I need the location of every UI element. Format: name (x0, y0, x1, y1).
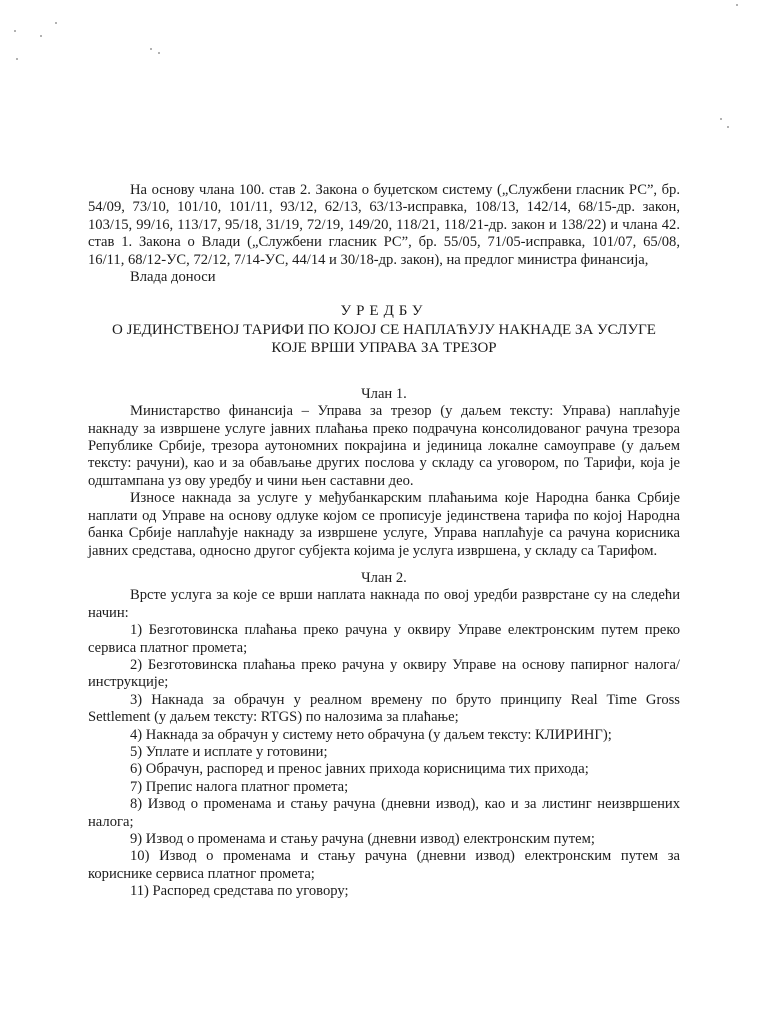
list-item: 8) Извод о променама и стању рачуна (дневни извод), као и за листинг неизвршених налога; (88, 796, 680, 830)
scan-speck (14, 30, 16, 32)
scan-speck (158, 52, 160, 54)
list-item: 4) Накнада за обрачун у систему нето обрачуна (у даљем тексту: КЛИРИНГ); (130, 726, 612, 743)
government-enacts-line: Влада доноси (130, 269, 216, 286)
list-item: 11) Распоред средстава по уговору; (130, 883, 349, 900)
scan-speck (16, 58, 18, 60)
article-1-heading: Члан 1. (361, 385, 407, 402)
scan-speck (720, 118, 722, 120)
decree-title: УРЕДБУ (340, 303, 428, 320)
document-page (88, 182, 680, 901)
list-item: 2) Безготовинска плаћања преко рачуна у оквиру Управе на основу папирног налога/инструкције; (88, 656, 680, 691)
decree-subtitle-line-1: О ЈЕДИНСТВЕНОЈ ТАРИФИ ПО КОЈОЈ СЕ НАПЛАЋУЈУ НАКНАДЕ ЗА УСЛУГЕ (112, 321, 656, 338)
list-item: 5) Уплате и исплате у готовини; (130, 743, 328, 760)
preamble-paragraph: На основу члана 100. став 2. Закона о буџетском систему („Службени гласник РС”, бр. 54/09, 73/10, 101/10, 101/11, 93/12, 62/13, 63/13-исправка, 108/13, 142/14, 68/15-др. закон, 103/15, 99/16, 113/17, 95/18, 31/19, 72/19, 149/20, 118/21, 118/21-др. закон и 138/22) и члана 42. став 1. Закона о Влади („Службени гласник РС”, бр. 55/05, 71/05-исправка, 101/07, 65/08, 16/11, 68/12-УС, 72/12, 7/14-УС, 44/14 и 30/18-др. закон), на предлог министра финансија, (88, 182, 680, 268)
list-item: 9) Извод о променама и стању рачуна (дневни извод) електронским путем; (130, 831, 595, 847)
decree-subtitle-line-2: КОЈЕ ВРШИ УПРАВА ЗА ТРЕЗОР (271, 339, 497, 356)
scan-speck (150, 48, 152, 50)
article-1-paragraph-2: Износе накнада за услуге у међубанкарским плаћањима које Народна банка Србије наплати од Управе на основу одлуке којом се прописује јединствена тарифа по којој Народна банка Србије наплаћује накнаду за извршене услуге, Управа наплаћује са рачуна корисника јавних средстава, односно другог субјекта којима је услуга извршена, у складу са Тарифом. (88, 490, 680, 559)
scan-speck (55, 22, 57, 24)
service-types-list (88, 622, 680, 901)
list-item: 1) Безготовинска плаћања преко рачуна у оквиру Управе електронским путем преко сервиса платног промета; (88, 622, 680, 656)
decree-title-block (88, 303, 680, 356)
article-2-intro: Врсте услуга за које се врши наплата накнада по овој уредби разврстане су на следећи начин: (88, 587, 680, 621)
list-item: 7) Препис налога платног промета; (130, 778, 349, 795)
scan-speck (727, 126, 729, 128)
scan-speck (40, 35, 42, 37)
list-item: 3) Накнада за обрачун у реалном времену по бруто принципу Real Time Gross Settlement (у даљем тексту: RTGS) по налозима за плаћање; (88, 691, 680, 726)
list-item: 10) Извод о променама и стању рачуна (дневни извод) електронским путем за кориснике сервиса платног промета; (88, 848, 680, 882)
list-item: 6) Обрачун, распоред и пренос јавних прихода корисницима тих прихода; (130, 761, 589, 778)
article-2-heading: Члан 2. (361, 569, 407, 586)
scan-speck (736, 4, 738, 6)
article-1-paragraph-1: Министарство финансија – Управа за трезор (у даљем тексту: Управа) наплаћује накнаду за извршене услуге јавних плаћања преко подрачуна консолидованог рачуна трезора Републике Србије, трезора аутономних покрајина и јединица локалне самоуправе (у даљем тексту: рачуни), као и за обављање других послова у складу са уговором, по Тарифи, која је одштампана уз ову уредбу и чини њен саставни део. (88, 403, 680, 489)
